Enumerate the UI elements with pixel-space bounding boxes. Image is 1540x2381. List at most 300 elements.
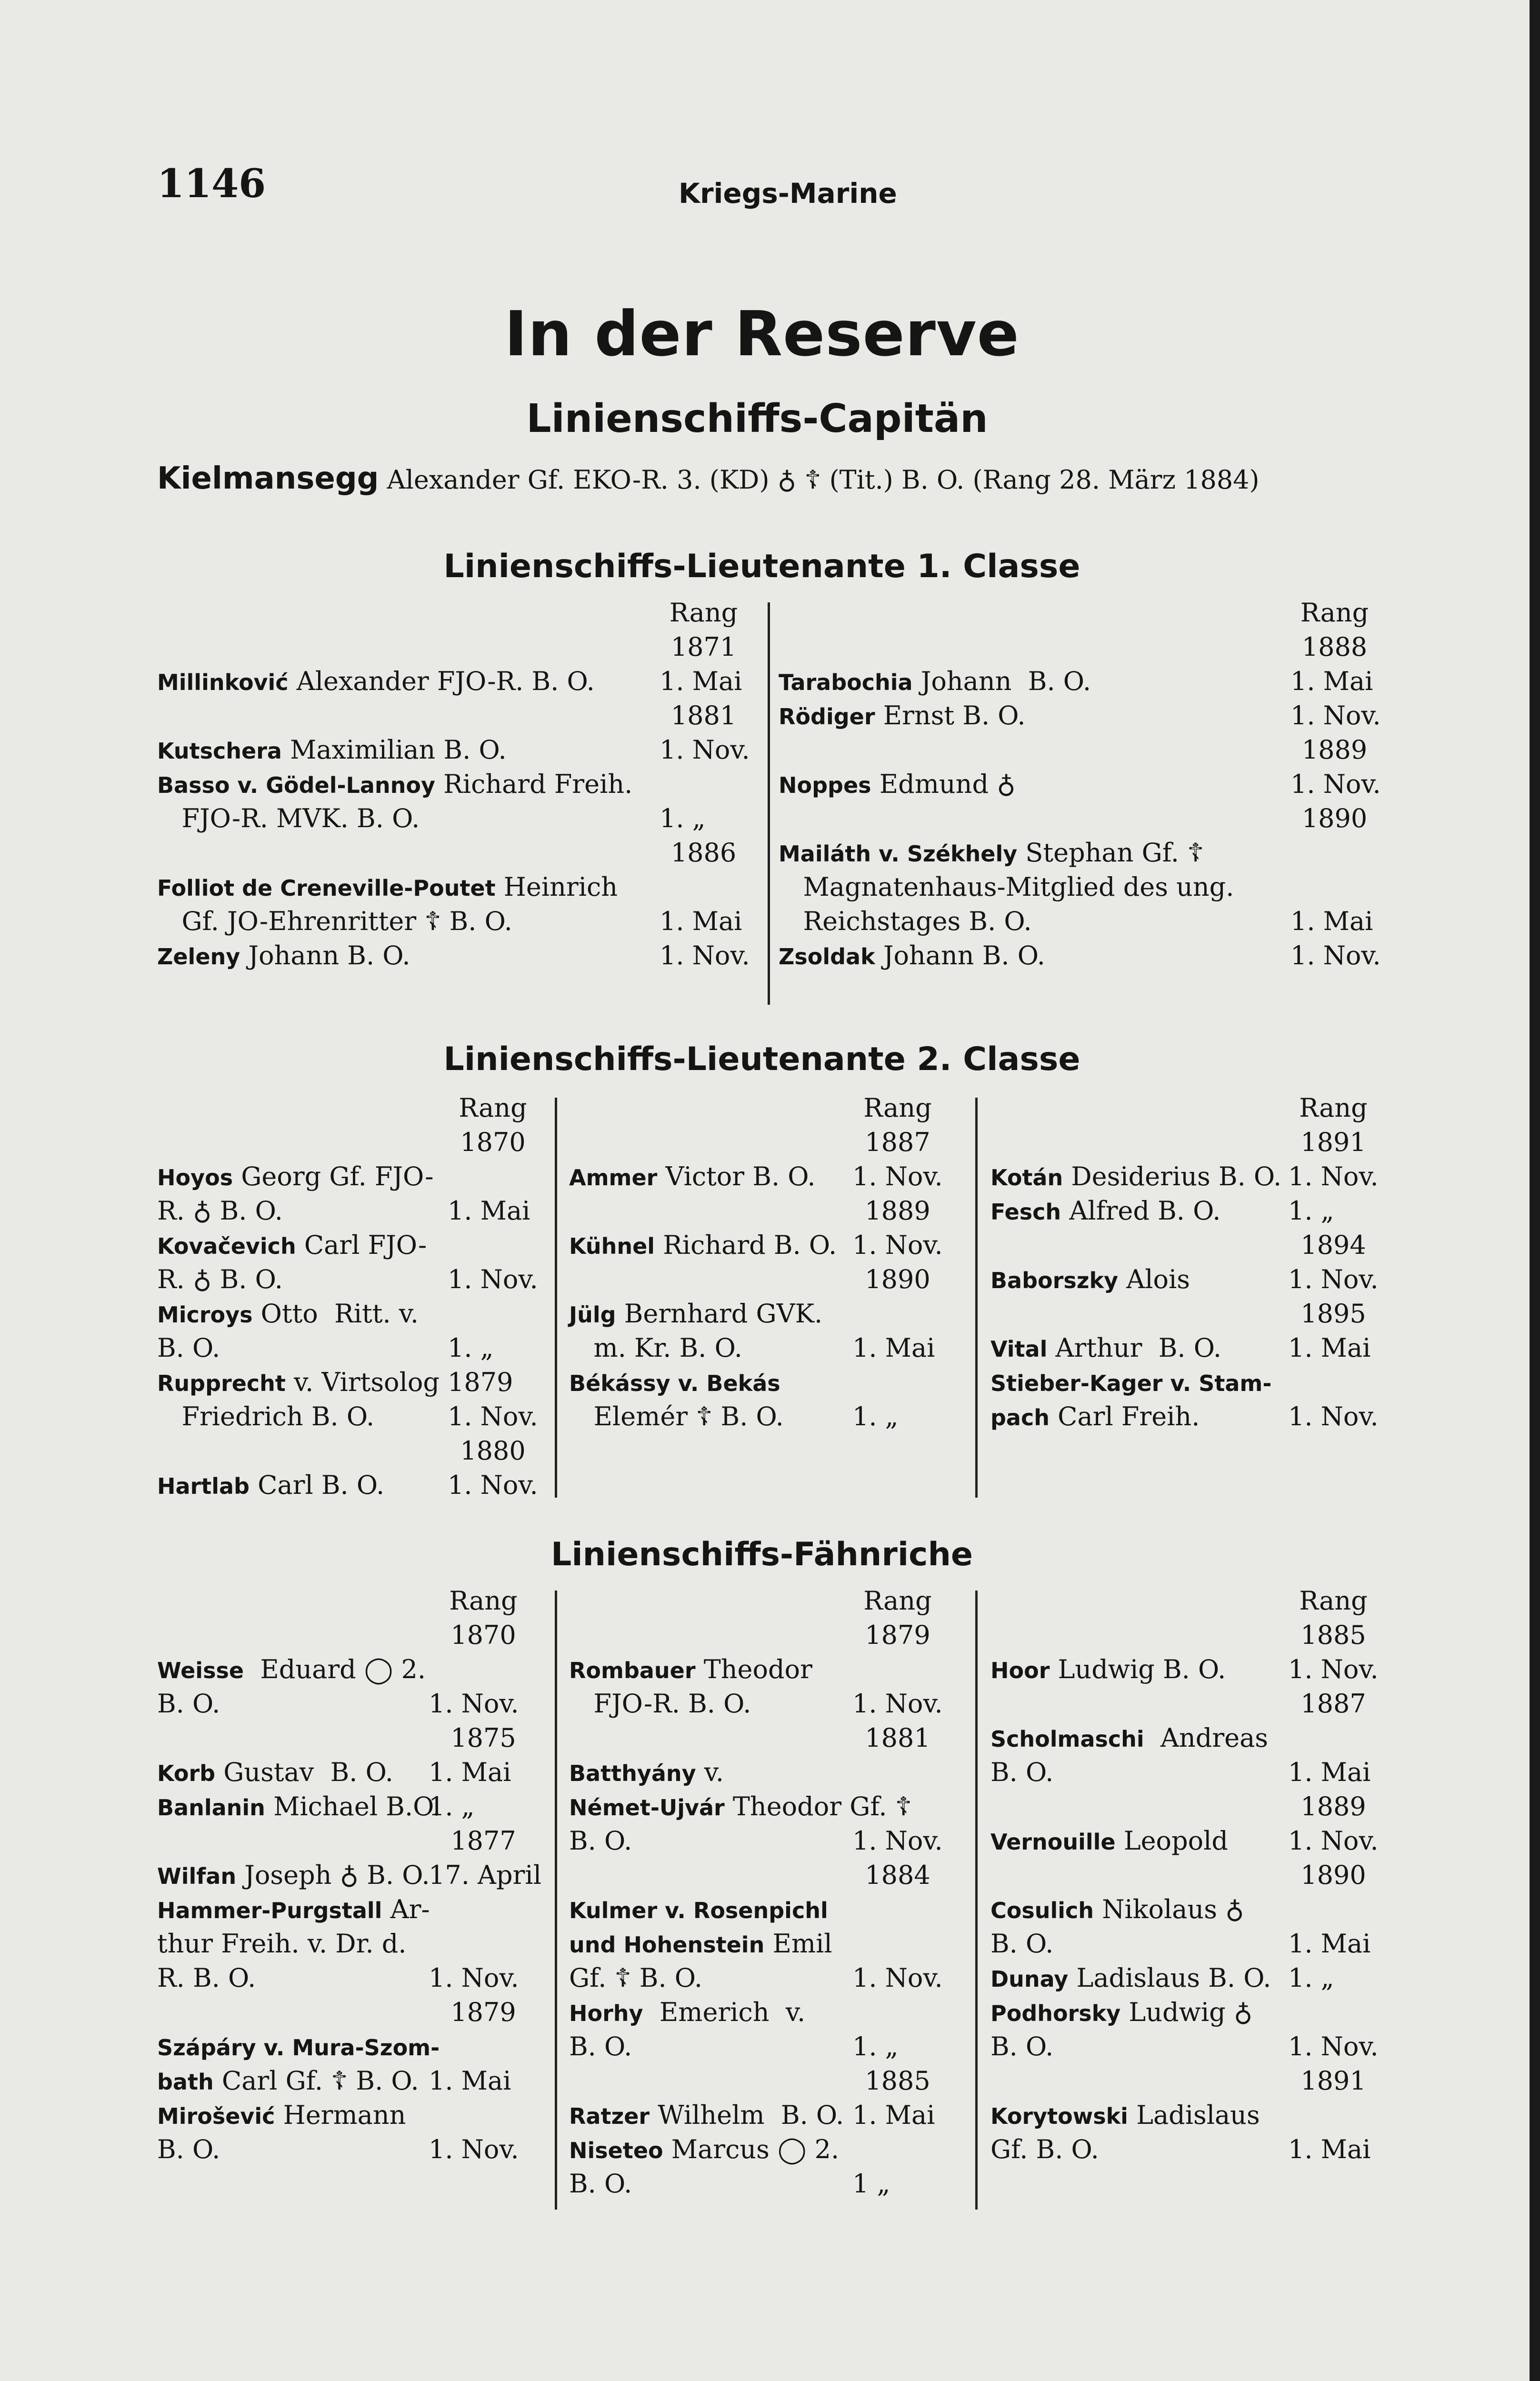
list-item	[157, 1161, 538, 1196]
entry-surname: Hammer-Purgstall	[157, 1898, 382, 1923]
entry-text: Emil	[764, 1929, 832, 1959]
entry-name	[157, 1230, 427, 1260]
entry-text: Marcus ◯ 2.	[663, 2134, 840, 2164]
year-label: 1887	[1300, 1689, 1366, 1719]
entry-text: R. ♁ B. O.	[157, 1264, 283, 1294]
entry-name	[990, 1333, 1221, 1363]
entry-name	[157, 2134, 220, 2164]
year-header	[569, 1127, 943, 1161]
list-item	[157, 803, 748, 838]
entry-date: 1. Nov.	[852, 1826, 943, 1856]
rang-label: Rang	[1299, 1093, 1368, 1123]
year-label: 1880	[460, 1436, 526, 1466]
rang-header	[157, 1586, 538, 1620]
list-item	[569, 1367, 943, 1401]
entry-name	[157, 1470, 384, 1500]
entry-surname: Kulmer v. Rosenpichl	[569, 1898, 828, 1923]
entry-text: Georg Gf. FJO-	[233, 1161, 434, 1191]
list-item	[157, 2100, 538, 2134]
list-item	[157, 2066, 538, 2100]
entry-date: 1. „	[660, 803, 706, 833]
entry-name	[157, 1264, 283, 1294]
entry-text: Theodor	[695, 1654, 812, 1684]
year-header	[569, 1264, 943, 1299]
entry-surname: Hoyos	[157, 1165, 233, 1190]
section-title-lt1: Linienschiffs-Lieutenante 1. Classe	[443, 548, 1080, 585]
entry-text: Ar-	[382, 1894, 430, 1924]
entry-date: 1. Mai	[1288, 2134, 1371, 2164]
entry-name	[779, 769, 1016, 799]
entry-text: Michael B.O.	[265, 1791, 441, 1821]
entry-name	[157, 1333, 220, 1363]
year-label: 1886	[670, 838, 737, 868]
entry-surname: Vital	[990, 1336, 1048, 1362]
entry-text: Joseph ♁ B. O.	[236, 1860, 430, 1890]
entry-surname: Hartlab	[157, 1473, 250, 1499]
entry-name	[157, 1401, 374, 1431]
entry-text: Wilhelm B. O.	[650, 2100, 844, 2130]
entry-surname: Noppes	[779, 772, 871, 798]
entry-surname: Dunay	[990, 1966, 1069, 1992]
year-label: 1871	[670, 632, 737, 662]
year-label: 1889	[1300, 1791, 1366, 1821]
entry-surname: Stieber-Kager v. Stam-	[990, 1371, 1272, 1396]
page-edge-shadow	[1530, 0, 1540, 2381]
entry-date: 1. Nov.	[448, 1401, 538, 1431]
entry-surname: Niseteo	[569, 2138, 663, 2163]
entry-name	[990, 1264, 1190, 1294]
entry-text: B. O.	[157, 1689, 220, 1719]
list-item	[157, 1470, 538, 1504]
year-header	[569, 2066, 943, 2100]
entry-name	[569, 1757, 732, 1787]
year-label: 1889	[865, 1196, 930, 1226]
entry-surname: Banlanin	[157, 1795, 265, 1821]
entry-date: 1. Nov.	[852, 1963, 943, 1993]
list-item	[157, 1196, 538, 1230]
entry-name	[157, 872, 618, 902]
entry-date: 1. Nov.	[1288, 1161, 1379, 1191]
entry-surname: Rombauer	[569, 1658, 696, 1683]
entry-surname: Kovačevich	[157, 1233, 296, 1259]
entry-name	[779, 872, 1234, 902]
entry-surname: Vernouille	[990, 1829, 1116, 1855]
entry-text: FJO-R. B. O.	[569, 1689, 751, 1719]
entry-name	[569, 1894, 828, 1924]
entry-date: 1. „	[852, 2031, 899, 2061]
entry-date: 1. Nov.	[448, 1470, 538, 1500]
year-header	[990, 1620, 1379, 1654]
entry-date: 1. Mai	[1290, 666, 1373, 696]
entry-surname: Kutschera	[157, 738, 282, 764]
column-divider	[555, 1098, 557, 1498]
list-item	[569, 1401, 943, 1436]
entry-name	[569, 1230, 837, 1260]
entry-date: 1. Nov.	[852, 1161, 943, 1191]
entry-surname: Rödiger	[779, 704, 875, 730]
list-item	[990, 1333, 1379, 1367]
entry-surname: Microys	[157, 1302, 253, 1328]
entry-name	[569, 1791, 912, 1821]
column-divider	[555, 1591, 557, 2210]
entry-date: 1. „	[1288, 1963, 1334, 1993]
entry-text: Emerich v.	[643, 1997, 806, 2027]
entry-name	[990, 1161, 1281, 1191]
entry-surname: Fesch	[990, 1199, 1061, 1225]
entry-name	[569, 1401, 784, 1431]
entry-text: Otto Ritt. v.	[252, 1299, 419, 1329]
running-header: Kriegs-Marine	[679, 177, 897, 210]
list-item	[157, 1230, 538, 1264]
entry-date: 1. Mai	[429, 2066, 511, 2096]
entry-name	[569, 1826, 632, 1856]
rang-header	[990, 1093, 1379, 1127]
year-header	[779, 735, 1379, 769]
year-header	[779, 632, 1379, 666]
year-header	[990, 1127, 1379, 1161]
year-label: 1890	[865, 1264, 930, 1294]
list-item	[569, 2169, 943, 2203]
entry-name	[779, 666, 1091, 696]
rang-label: Rang	[449, 1586, 518, 1616]
year-header	[157, 700, 748, 735]
entry-text: Desiderius B. O.	[1063, 1161, 1282, 1191]
entry-name	[990, 1997, 1252, 2027]
year-header	[990, 1860, 1379, 1894]
list-item	[569, 2031, 943, 2066]
entry-name	[779, 838, 1204, 868]
entry-name	[779, 940, 1045, 970]
entry-name	[569, 1689, 751, 1719]
entry-text: Magnatenhaus-Mitglied des ung.	[779, 872, 1234, 902]
list-item	[569, 1826, 943, 1860]
year-header	[569, 1196, 943, 1230]
rang-header	[990, 1586, 1379, 1620]
entry-name	[157, 940, 410, 970]
entry-text: B. O.	[157, 2134, 220, 2164]
list-item	[157, 1367, 538, 1401]
entry-surname: Weisse	[157, 1658, 244, 1683]
list-item	[990, 1929, 1379, 1963]
year-header	[157, 1826, 538, 1860]
entry-name	[569, 2031, 632, 2061]
list-item	[157, 1333, 538, 1367]
entry-name	[569, 2169, 632, 2199]
year-label: 1875	[450, 1723, 516, 1753]
entry-name	[990, 1401, 1200, 1431]
entry-text: B. O.	[990, 1757, 1054, 1787]
entry-text: B. O.	[157, 1333, 220, 1363]
list-item	[569, 1929, 943, 1963]
entry-surname: Német-Ujvár	[569, 1795, 725, 1821]
entry-surname: Horhy	[569, 2001, 643, 2026]
entry-surname: Zsoldak	[779, 944, 875, 970]
entry-date: 1. Nov.	[1290, 769, 1381, 799]
entry-date: 1. Mai	[1288, 1333, 1371, 1363]
entry-date: 1. Nov.	[448, 1264, 538, 1294]
entry-text: Stephan Gf. ☦	[1017, 838, 1204, 868]
section-title-lt2: Linienschiffs-Lieutenante 2. Classe	[443, 1040, 1080, 1078]
entry-name	[990, 1929, 1053, 1959]
rang-label: Rang	[669, 598, 738, 628]
list-item	[157, 1264, 538, 1299]
entry-surname: Batthyány	[569, 1761, 696, 1786]
entry-text: B. O.	[990, 1929, 1054, 1959]
entry-name	[157, 1196, 283, 1226]
entry-name	[990, 1367, 1271, 1397]
list-item	[779, 838, 1379, 872]
year-label: 1885	[865, 2066, 930, 2096]
entry-name	[157, 1757, 393, 1787]
entry-surname: Baborszky	[990, 1268, 1119, 1293]
lt2-column-3	[990, 1093, 1379, 1436]
year-header	[990, 1791, 1379, 1826]
capitan-entry	[157, 461, 1260, 496]
list-item	[569, 1894, 943, 1929]
list-item	[990, 1264, 1379, 1299]
entry-date: 1. Nov.	[429, 1689, 519, 1719]
entry-date: 1. Mai	[852, 1333, 935, 1363]
entry-text: Gf. JO-Ehrenritter ☦ B. O.	[157, 906, 512, 936]
entry-name	[569, 1161, 816, 1191]
year-header	[157, 1723, 538, 1757]
entry-date: 1. Nov.	[1288, 2031, 1379, 2061]
entry-text: Hermann	[275, 2100, 406, 2130]
year-label: 1889	[1301, 735, 1368, 765]
rang-label: Rang	[863, 1586, 932, 1616]
list-item	[990, 2134, 1379, 2169]
list-item	[157, 666, 748, 700]
entry-surname: Békássy v. Bekás	[569, 1371, 780, 1396]
column-divider	[768, 602, 770, 1005]
entry-date: 1. Mai	[1290, 906, 1373, 936]
entry-date: 1. Mai	[448, 1196, 530, 1226]
entry-name	[157, 1963, 256, 1993]
list-item	[779, 666, 1379, 700]
column-divider	[975, 1098, 978, 1498]
entry-name	[569, 1333, 742, 1363]
list-item	[990, 1997, 1379, 2031]
faehn-column-2	[569, 1586, 943, 2203]
entry-surname: Korytowski	[990, 2103, 1128, 2129]
list-item	[157, 1894, 538, 1929]
year-label: 1879	[450, 1997, 516, 2027]
entry-text: B. O.	[569, 2031, 632, 2061]
year-label: 1894	[1300, 1230, 1366, 1260]
list-item	[779, 872, 1379, 906]
entry-name	[157, 735, 507, 765]
entry-surname: Ratzer	[569, 2103, 650, 2129]
entry-date: 1. Nov.	[852, 1689, 943, 1719]
entry-text: Heinrich	[495, 872, 618, 902]
entry-surname: Kühnel	[569, 1233, 655, 1259]
list-item	[157, 1963, 538, 1997]
entry-name	[157, 906, 512, 936]
section-title-faehnriche: Linienschiffs-Fähnriche	[550, 1536, 973, 1573]
list-item	[157, 2031, 538, 2066]
year-label: 1879	[865, 1620, 930, 1650]
lt2-column-2	[569, 1093, 943, 1436]
list-item	[569, 2134, 943, 2169]
entry-text: Gf. B. O.	[990, 2134, 1099, 2164]
entry-date: 1. Nov.	[1288, 1401, 1379, 1431]
list-item	[157, 940, 748, 975]
entry-surname: Basso v. Gödel-Lannoy	[157, 772, 435, 798]
year-label: 1890	[1300, 1860, 1366, 1890]
entry-date: 1. Mai	[1288, 1757, 1371, 1787]
entry-surname: Korb	[157, 1761, 216, 1786]
entry-name	[157, 1689, 220, 1719]
entry-name	[990, 2134, 1099, 2164]
year-label: 1877	[450, 1826, 516, 1856]
entry-text: Elemér ☦ B. O.	[569, 1401, 784, 1431]
entry-surname: Jülg	[569, 1302, 616, 1328]
rang-label: Rang	[1299, 1586, 1368, 1616]
entry-text: Johann B. O.	[875, 940, 1045, 970]
list-item	[157, 1401, 538, 1436]
entry-text: Gustav B. O.	[215, 1757, 393, 1787]
entry-text: Maximilian B. O.	[281, 735, 507, 765]
section-title-capitan: Linienschiffs-Capitän	[526, 396, 988, 441]
entry-surname: Rupprecht	[157, 1371, 286, 1396]
year-header	[569, 1620, 943, 1654]
year-header	[157, 838, 748, 872]
entry-text: B. O.	[569, 1826, 632, 1856]
entry-date: 1. „	[1288, 1196, 1334, 1226]
entry-name	[990, 1196, 1220, 1226]
list-item	[990, 1723, 1379, 1757]
entry-surname: Szápáry v. Mura-Szom-	[157, 2035, 440, 2061]
entry-name	[569, 1963, 702, 1993]
entry-name	[569, 1654, 812, 1684]
entry-date: 17. April	[429, 1860, 541, 1890]
entry-text: Alexander FJO-R. B. O.	[288, 666, 595, 696]
entry-text: Ernst B. O.	[875, 700, 1026, 730]
entry-name	[157, 2100, 406, 2130]
year-header	[157, 1620, 538, 1654]
rang-label: Rang	[863, 1093, 932, 1123]
year-header	[157, 1436, 538, 1470]
list-item	[157, 872, 748, 906]
list-item	[569, 1791, 943, 1826]
entry-text: Gf. ☦ B. O.	[569, 1963, 703, 1993]
year-label: 1881	[865, 1723, 930, 1753]
list-item	[779, 700, 1379, 735]
rang-header	[779, 598, 1379, 632]
list-item	[990, 1654, 1379, 1689]
year-label: 1884	[865, 1860, 930, 1890]
entry-date: 1. Nov.	[1288, 1826, 1379, 1856]
entry-name	[569, 2134, 839, 2164]
entry-name	[157, 1791, 440, 1821]
rang-label: Rang	[459, 1093, 527, 1123]
entry-date: 1. „	[852, 1401, 899, 1431]
entry-text: B. O.	[569, 2169, 632, 2199]
entry-date: 1. Mai	[660, 906, 742, 936]
entry-text: Ladislaus	[1128, 2100, 1260, 2130]
entry-name	[569, 2100, 844, 2130]
entry-text: FJO-R. MVK. B. O.	[157, 803, 420, 833]
year-label: 1887	[865, 1127, 930, 1157]
list-item	[990, 1196, 1379, 1230]
list-item	[990, 1963, 1379, 1997]
entry-name	[779, 906, 1032, 936]
entry-text: Edmund ♁	[871, 769, 1016, 799]
column-divider	[975, 1591, 978, 2210]
list-item	[990, 1894, 1379, 1929]
page-number: 1146	[157, 161, 266, 207]
list-item	[157, 1929, 538, 1963]
entry-name	[157, 1860, 430, 1890]
entry-name	[157, 1894, 430, 1924]
entry-name	[990, 1723, 1268, 1753]
entry-text: v.	[696, 1757, 732, 1787]
year-header	[569, 1723, 943, 1757]
entry-name	[157, 803, 420, 833]
entry-name	[990, 2031, 1053, 2061]
entry-text: Friedrich B. O.	[157, 1401, 375, 1431]
entry-text: Nikolaus ♁	[1094, 1894, 1244, 1924]
list-item	[157, 1654, 538, 1689]
entry-date: 1 „	[852, 2169, 890, 2199]
entry-text: Carl Gf. ☦ B. O.	[213, 2066, 419, 2096]
entry-name	[157, 769, 632, 799]
entry-text: Carl Freih.	[1049, 1401, 1200, 1431]
year-header	[569, 1860, 943, 1894]
entry-text: Alfred B. O.	[1061, 1196, 1221, 1226]
list-item	[157, 1689, 538, 1723]
entry-name	[990, 1654, 1226, 1684]
entry-name	[990, 2100, 1260, 2130]
year-label: 1881	[670, 700, 737, 730]
entry-date: 1. Mai	[660, 666, 742, 696]
entry-text: Johann B. O.	[912, 666, 1091, 696]
year-header	[779, 803, 1379, 838]
entry-surname: Podhorsky	[990, 2001, 1121, 2026]
entry-text: Ludwig B. O.	[1050, 1654, 1226, 1684]
year-header	[990, 1230, 1379, 1264]
entry-date: 1. „	[429, 1791, 475, 1821]
list-item	[779, 906, 1379, 940]
year-label: 1891	[1300, 1127, 1366, 1157]
entry-name	[990, 1826, 1228, 1856]
entry-date: 1. Mai	[852, 2100, 935, 2130]
entry-name	[569, 1367, 780, 1397]
entry-text: Richard B. O.	[655, 1230, 837, 1260]
list-item	[157, 1791, 538, 1826]
capitan-name: Kielmansegg	[157, 461, 379, 496]
list-item	[569, 1333, 943, 1367]
year-label: 1888	[1301, 632, 1368, 662]
entry-text: Andreas	[1144, 1723, 1269, 1753]
list-item	[157, 735, 748, 769]
entry-name	[779, 700, 1026, 730]
year-header	[157, 1127, 538, 1161]
entry-text: Johann B. O.	[240, 940, 410, 970]
entry-text: m. Kr. B. O.	[569, 1333, 742, 1363]
entry-date: 1. Nov.	[429, 2134, 519, 2164]
entry-date: 1. Mai	[1288, 1929, 1371, 1959]
rang-header	[569, 1093, 943, 1127]
entry-surname: Scholmaschi	[990, 1726, 1144, 1752]
entry-text: Theodor Gf. ☦	[724, 1791, 912, 1821]
year-label: 1870	[460, 1127, 526, 1157]
entry-surname: Kotán	[990, 1165, 1063, 1190]
entry-text: R. ♁ B. O.	[157, 1196, 283, 1226]
entry-date: 1. Nov.	[660, 940, 750, 970]
list-item	[990, 1826, 1379, 1860]
year-header	[990, 1689, 1379, 1723]
